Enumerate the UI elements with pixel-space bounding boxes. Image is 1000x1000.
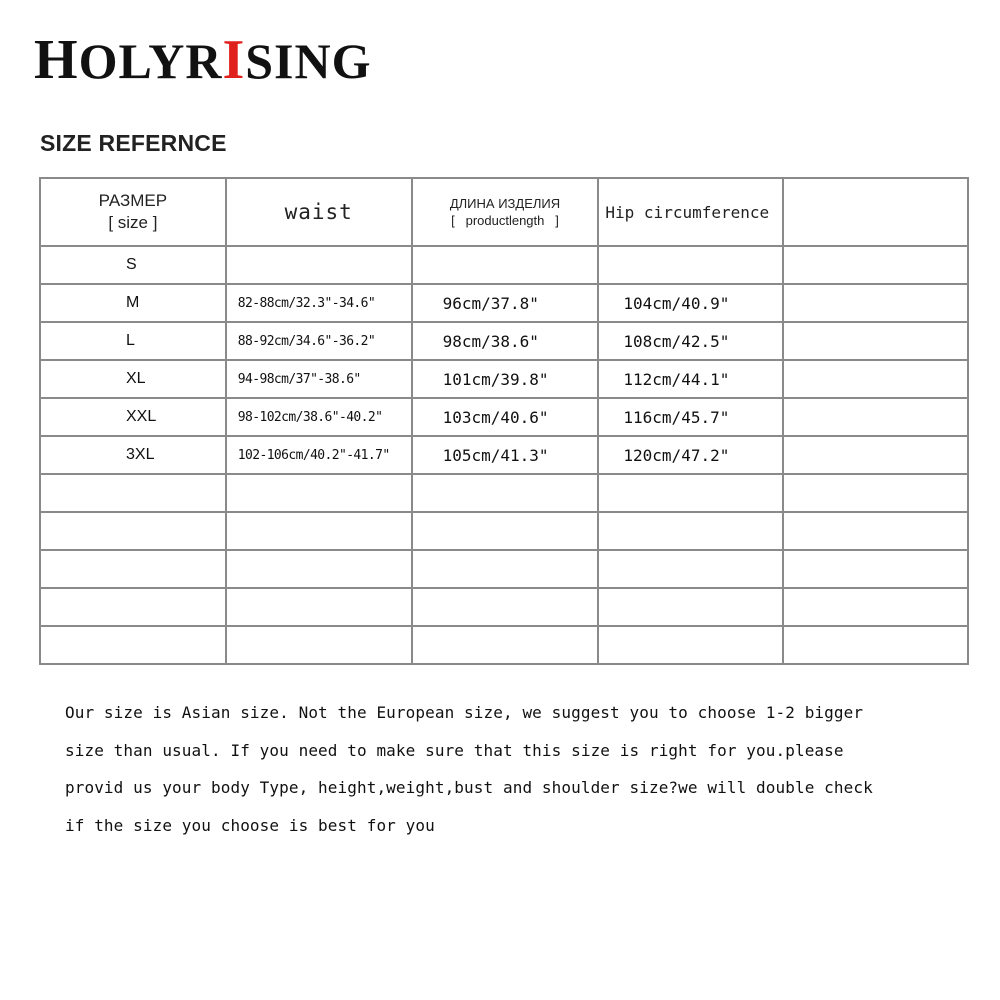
cell-size: S <box>40 246 226 284</box>
cell-hip: 116cm/45.7" <box>598 398 783 436</box>
cell-extra <box>783 474 968 512</box>
cell-length <box>412 626 599 664</box>
cell-length <box>412 550 599 588</box>
table-header-row <box>40 178 968 246</box>
cell-waist: 102-106cm/40.2"-41.7" <box>226 436 412 474</box>
cell-waist <box>226 512 412 550</box>
cell-length: 98cm/38.6" <box>412 322 599 360</box>
table-row <box>40 398 968 436</box>
cell-extra <box>783 588 968 626</box>
cell-length <box>412 474 599 512</box>
cell-size <box>40 474 226 512</box>
cell-waist <box>226 550 412 588</box>
cell-waist <box>226 474 412 512</box>
table-row <box>40 626 968 664</box>
header-length <box>412 178 599 246</box>
cell-size <box>40 626 226 664</box>
cell-extra <box>783 626 968 664</box>
cell-hip <box>598 474 783 512</box>
cell-extra <box>783 550 968 588</box>
cell-extra <box>783 322 968 360</box>
cell-length: 103cm/40.6" <box>412 398 599 436</box>
cell-hip: 112cm/44.1" <box>598 360 783 398</box>
cell-extra <box>783 246 968 284</box>
cell-hip: 120cm/47.2" <box>598 436 783 474</box>
table-row <box>40 284 968 322</box>
cell-extra <box>783 360 968 398</box>
header-size-line1: РАЗМЕР <box>98 191 168 210</box>
cell-size: 3XL <box>40 436 226 474</box>
size-note <box>65 696 985 846</box>
cell-hip <box>598 550 783 588</box>
cell-waist: 94-98cm/37"-38.6" <box>226 360 412 398</box>
cell-waist <box>226 588 412 626</box>
logo-letters-sing: SING <box>245 33 372 89</box>
cell-extra <box>783 398 968 436</box>
cell-waist: 82-88cm/32.3"-34.6" <box>226 284 412 322</box>
header-size-line2: [ size ] <box>108 213 158 232</box>
table-row <box>40 474 968 512</box>
table-row <box>40 550 968 588</box>
table-row <box>40 588 968 626</box>
cell-hip: 108cm/42.5" <box>598 322 783 360</box>
table-body <box>40 246 968 664</box>
cell-size <box>40 588 226 626</box>
size-chart-table <box>39 177 969 665</box>
header-size <box>40 178 226 246</box>
cell-length: 105cm/41.3" <box>412 436 599 474</box>
cell-size: M <box>40 284 226 322</box>
cell-length <box>412 512 599 550</box>
note-line: Our size is Asian size. Not the European size, we suggest you to choose 1-2 bigger <box>65 703 864 722</box>
note-line: provid us your body Type, height,weight,bust and shoulder size?we will double check <box>65 778 873 797</box>
logo-letter-i: I <box>222 29 246 91</box>
cell-hip <box>598 246 783 284</box>
logo-letter-h: H <box>34 29 79 91</box>
cell-size: XXL <box>40 398 226 436</box>
table-row <box>40 512 968 550</box>
size-reference-heading: SIZE REFERNCE <box>40 130 227 156</box>
cell-size <box>40 512 226 550</box>
cell-length <box>412 246 599 284</box>
cell-hip <box>598 588 783 626</box>
cell-waist <box>226 626 412 664</box>
table-row <box>40 322 968 360</box>
cell-hip <box>598 626 783 664</box>
header-length-line2: [ productlength ] <box>451 213 559 228</box>
table-row <box>40 360 968 398</box>
cell-extra <box>783 284 968 322</box>
header-extra <box>783 178 968 246</box>
cell-length: 101cm/39.8" <box>412 360 599 398</box>
cell-waist: 98-102cm/38.6"-40.2" <box>226 398 412 436</box>
cell-size: XL <box>40 360 226 398</box>
header-length-line1: ДЛИНА ИЗДЕЛИЯ <box>449 196 561 211</box>
cell-hip: 104cm/40.9" <box>598 284 783 322</box>
header-waist: waist <box>226 178 412 246</box>
cell-hip <box>598 512 783 550</box>
cell-waist: 88-92cm/34.6"-36.2" <box>226 322 412 360</box>
table-row <box>40 436 968 474</box>
logo-letters-olyr: OLYR <box>78 33 223 89</box>
cell-length <box>412 588 599 626</box>
cell-extra <box>783 512 968 550</box>
note-line: if the size you choose is best for you <box>65 815 435 835</box>
header-hip: Hip circumference <box>598 178 783 246</box>
brand-logo <box>34 30 372 91</box>
cell-extra <box>783 436 968 474</box>
table-row <box>40 246 968 284</box>
note-line: size than usual. If you need to make sure that this size is right for you.please <box>65 740 844 760</box>
cell-waist <box>226 246 412 284</box>
cell-size <box>40 550 226 588</box>
cell-size: L <box>40 322 226 360</box>
cell-length: 96cm/37.8" <box>412 284 599 322</box>
